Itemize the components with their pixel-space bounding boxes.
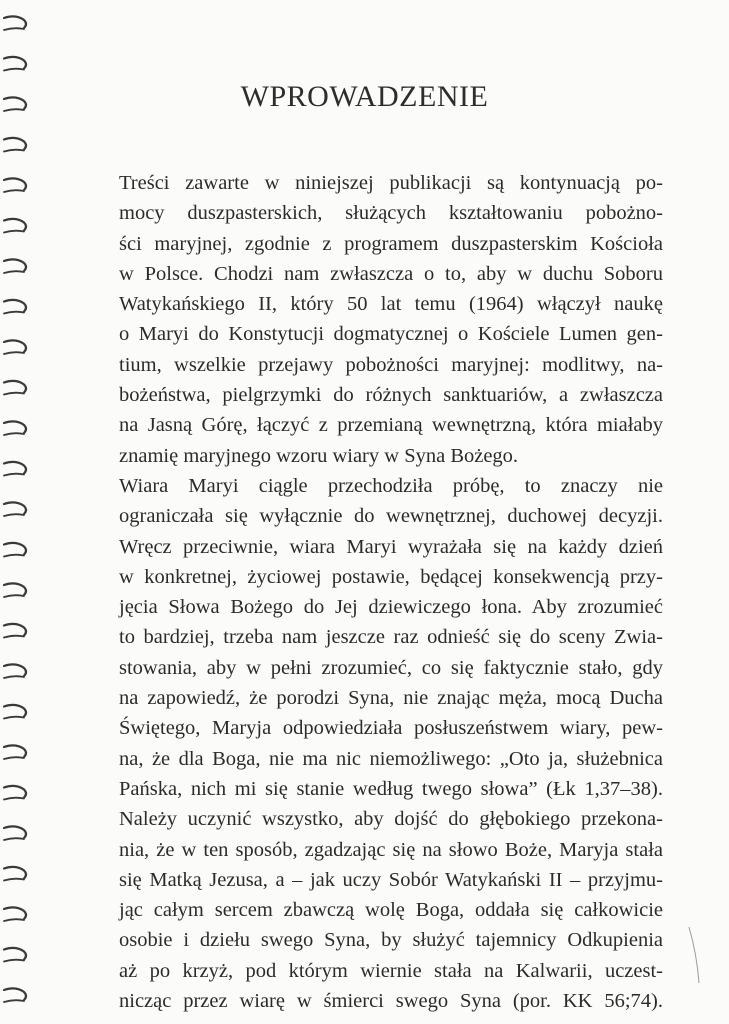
text-line: stowania, aby w pełni zrozumieć, co się faktycznie stało, gdy [119, 656, 663, 679]
text-line: w konkretnej, życiowej postawie, będącej konsekwencją przy- [119, 565, 663, 588]
spiral-ring [4, 259, 26, 273]
spiral-ring [4, 462, 26, 476]
spiral-ring [4, 786, 26, 800]
page-edge-mark [687, 925, 701, 985]
page-title: WPROWADZENIE [240, 80, 489, 113]
text-line: na Jasną Górę, łączyć z przemianą wewnętrzną, która miałaby [119, 414, 663, 437]
spiral-ring [4, 543, 26, 557]
text-line: w Polsce. Chodzi nam zwłaszcza o to, aby w duchu Soboru [119, 262, 663, 285]
spiral-binding-graphic [0, 0, 40, 1024]
spiral-binding [0, 0, 40, 1024]
spiral-ring [4, 502, 26, 516]
spiral-ring [4, 948, 26, 962]
spiral-ring [4, 826, 26, 840]
text-line: mocy duszpasterskich, służących kształtowaniu pobożno- [119, 202, 663, 225]
spiral-ring [4, 381, 26, 395]
body-text [119, 168, 663, 1016]
text-line: bożeństwa, pielgrzymki do różnych sanktuariów, a zwłaszcza [119, 384, 663, 407]
text-line: to bardziej, trzeba nam jeszcze raz odnieść się do sceny Zwia- [119, 626, 663, 649]
text-line: aż po krzyż, pod którym wiernie stała na Kalwarii, uczest- [119, 959, 663, 982]
spiral-ring [4, 664, 26, 678]
text-line: się Matką Jezusa, a – jak uczy Sobór Watykański II – przyjmu- [119, 868, 663, 891]
text-line: nicząc przez wiarę w śmierci swego Syna (por. KK 56;74). [119, 990, 663, 1013]
text-line: Watykańskiego II, który 50 lat temu (1964) włączył naukę [119, 293, 663, 316]
spiral-ring [4, 178, 26, 192]
spiral-ring [4, 219, 26, 233]
spiral-ring [4, 57, 26, 71]
text-line: nia, że w ten sposób, zgadzając się na słowo Boże, Maryja stała [119, 838, 663, 861]
spiral-ring [4, 421, 26, 435]
spiral-ring [4, 300, 26, 314]
text-line: jąc całym sercem zbawczą wolę Boga, oddała się całkowicie [119, 899, 663, 922]
spiral-ring [4, 16, 26, 30]
text-line: osobie i dziełu swego Syna, by służyć tajemnicy Odkupienia [119, 929, 663, 952]
spiral-ring [4, 867, 26, 881]
text-line: tium, wszelkie przejawy pobożności maryjnej: modlitwy, na- [119, 353, 663, 376]
text-line: o Maryi do Konstytucji dogmatycznej o Kościele Lumen gen- [119, 323, 663, 346]
text-line: ści maryjnej, zgodnie z programem duszpasterskim Kościoła [119, 232, 663, 255]
spiral-ring [4, 705, 26, 719]
text-line: Wręcz przeciwnie, wiara Maryi wyrażała się na każdy dzień [119, 535, 663, 558]
spiral-ring [4, 988, 26, 1002]
text-line: na, że dla Boga, nie ma nic niemożliwego: „Oto ja, służebnica [119, 747, 663, 770]
text-line: jęcia Słowa Bożego do Jej dziewiczego łona. Aby zrozumieć [119, 596, 663, 619]
spiral-ring [4, 138, 26, 152]
spiral-ring [4, 745, 26, 759]
spiral-ring [4, 624, 26, 638]
text-line: Pańska, nich mi się stanie według twego słowa” (Łk 1,37–38). [119, 777, 663, 800]
text-line: znamię maryjnego wzoru wiary w Syna Bożego. [119, 444, 519, 467]
text-line: na zapowiedź, że porodzi Syna, nie znając męża, mocą Ducha [119, 687, 663, 710]
text-line: Należy uczynić wszystko, aby dojść do głębokiego przekona- [119, 808, 663, 831]
text-line: Wiara Maryi ciągle przechodziła próbę, to znaczy nie [119, 474, 663, 497]
text-line: Treści zawarte w niniejszej publikacji są kontynuacją po- [119, 172, 663, 194]
spiral-ring [4, 907, 26, 921]
spiral-ring [4, 340, 26, 354]
spiral-ring [4, 583, 26, 597]
text-line: ograniczała się wyłącznie do wewnętrznej, duchowej decyzji. [119, 505, 663, 528]
text-line: Świętego, Maryja odpowiedziała posłuszeństwem wiary, pew- [119, 717, 663, 740]
